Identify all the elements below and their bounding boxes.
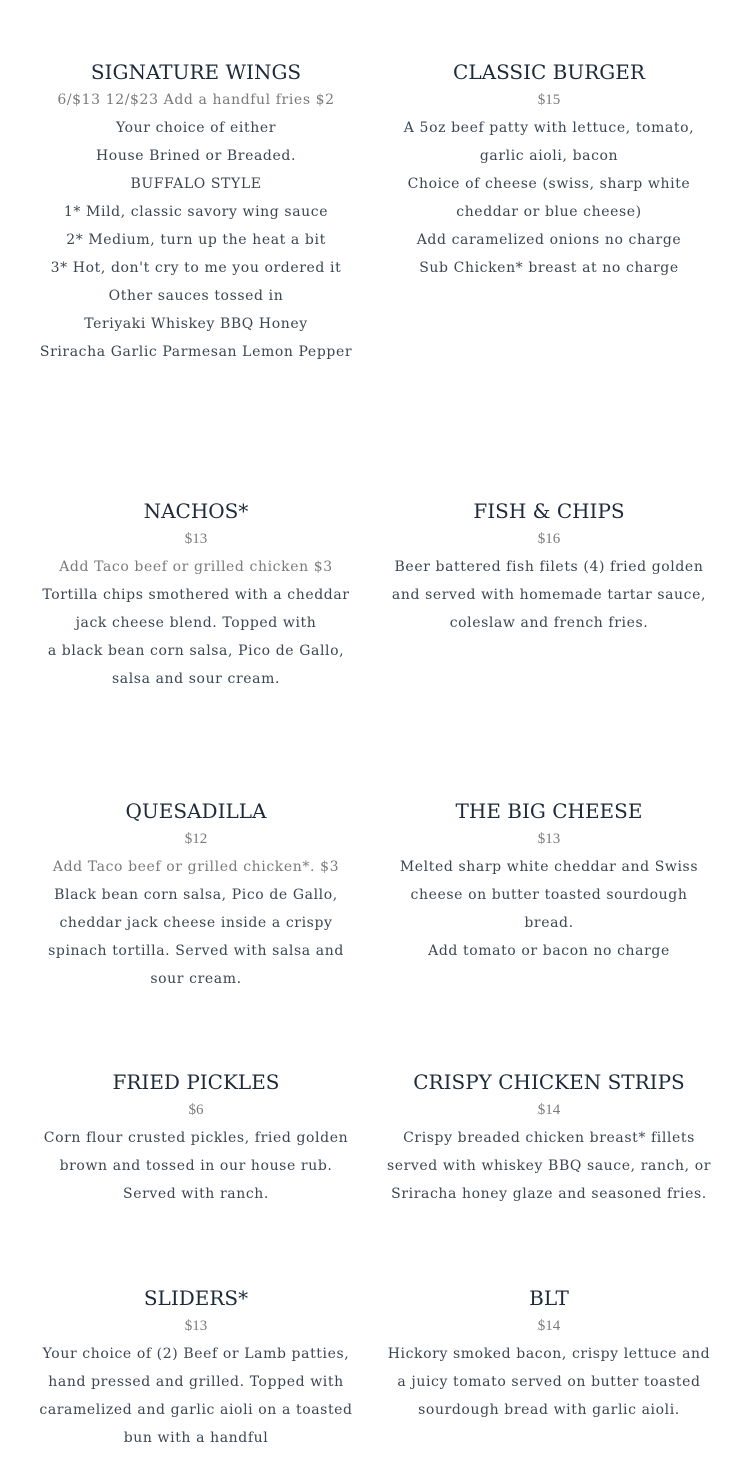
menu-item-fried-pickles: [31, 1068, 361, 1208]
item-name: SIGNATURE WINGS: [90, 60, 302, 84]
item-name: THE BIG CHEESE: [455, 799, 643, 823]
item-name: FRIED PICKLES: [112, 1070, 280, 1094]
item-description-line: and served with homemade tartar sauce, coleslaw and french fries.: [391, 587, 707, 631]
item-price: $12: [184, 831, 208, 847]
item-description-line: Hickory smoked bacon, crispy lettuce and: [387, 1346, 711, 1362]
item-description-line: cheddar or blue cheese): [456, 204, 642, 220]
item-description-line: Add caramelized onions no charge: [416, 232, 682, 248]
item-name: BLT: [529, 1286, 569, 1310]
item-name: QUESADILLA: [125, 799, 267, 823]
item-description-line: BUFFALO STYLE: [130, 176, 262, 192]
item-addon: Add Taco beef or grilled chicken*. $3: [52, 859, 340, 875]
item-name: CRISPY CHICKEN STRIPS: [413, 1070, 685, 1094]
item-price: $13: [184, 1318, 208, 1334]
item-description-line: 2* Medium, turn up the heat a bit: [66, 232, 326, 248]
menu-item-nachos: [31, 497, 361, 693]
item-description-line: garlic aioli, bacon: [479, 148, 619, 164]
item-description-line: Choice of cheese (swiss, sharp white: [407, 176, 691, 192]
item-name: FISH & CHIPS: [473, 499, 625, 523]
item-description-line: hand pressed and grilled. Topped with caramelized and garlic aioli on a toasted bun with a handful: [39, 1374, 353, 1446]
item-description-line: Sub Chicken* breast at no charge: [419, 260, 679, 276]
item-description-line: Melted sharp white cheddar and Swiss cheese on butter toasted sourdough bread.: [399, 859, 699, 931]
menu-item-quesadilla: [31, 797, 361, 993]
item-price: $14: [537, 1318, 561, 1334]
item-description-line: Tortilla chips smothered with a cheddar jack cheese blend. Topped with: [42, 587, 350, 631]
item-description-line: House Brined or Breaded.: [96, 148, 296, 164]
item-description-line: Your choice of either: [116, 120, 276, 136]
item-price: $14: [537, 1102, 561, 1118]
item-description-line: Teriyaki Whiskey BBQ Honey: [84, 316, 308, 332]
item-addon: Add Taco beef or grilled chicken $3: [59, 559, 333, 575]
item-description-line: Add tomato or bacon no charge: [428, 943, 670, 959]
menu-item-fish-and-chips: [384, 497, 714, 637]
item-price: $16: [537, 531, 561, 547]
item-description-line: 1* Mild, classic savory wing sauce: [63, 204, 329, 220]
item-price: $6: [188, 1102, 204, 1118]
menu-item-crispy-chicken-strips: [384, 1068, 714, 1208]
item-description-line: Corn flour crusted pickles, fried golden brown and tossed in our house rub. Served with ranch.: [43, 1130, 349, 1202]
menu-item-blt: [384, 1284, 714, 1424]
item-price: $13: [537, 831, 561, 847]
item-description-line: a black bean corn salsa, Pico de Gallo,: [47, 643, 345, 659]
item-description-line: Crispy breaded chicken breast* fillets served with whiskey BBQ sauce, ranch, or Sriracha honey glaze and seasoned fries.: [386, 1130, 712, 1202]
menu-item-the-big-cheese: [384, 797, 714, 965]
item-description-line: salsa and sour cream.: [111, 671, 281, 687]
item-description-line: Black bean corn salsa, Pico de Gallo, cheddar jack cheese inside a crispy spinach tortilla. Served with salsa and sour cream.: [48, 887, 344, 987]
item-description-line: sourdough bread with garlic aioli.: [418, 1402, 680, 1418]
item-description-line: Other sauces tossed in: [108, 288, 284, 304]
item-description-line: A 5oz beef patty with lettuce, tomato,: [403, 120, 695, 136]
item-name: NACHOS*: [143, 499, 249, 523]
menu-item-signature-wings: [31, 58, 361, 366]
item-description-line: Beer battered fish filets (4) fried golden: [394, 559, 704, 575]
item-addon: 6/$13 12/$23 Add a handful fries $2: [57, 92, 335, 108]
menu-item-classic-burger: [384, 58, 714, 282]
item-description-line: Your choice of (2) Beef or Lamb patties,: [42, 1346, 350, 1362]
item-name: CLASSIC BURGER: [453, 60, 645, 84]
item-description-line: Sriracha Garlic Parmesan Lemon Pepper: [39, 344, 353, 360]
item-price: $15: [537, 92, 561, 108]
menu-item-sliders: [31, 1284, 361, 1452]
item-description-line: a juicy tomato served on butter toasted: [397, 1374, 701, 1390]
item-description-line: 3* Hot, don't cry to me you ordered it: [50, 260, 342, 276]
item-price: $13: [184, 531, 208, 547]
item-name: SLIDERS*: [143, 1286, 249, 1310]
